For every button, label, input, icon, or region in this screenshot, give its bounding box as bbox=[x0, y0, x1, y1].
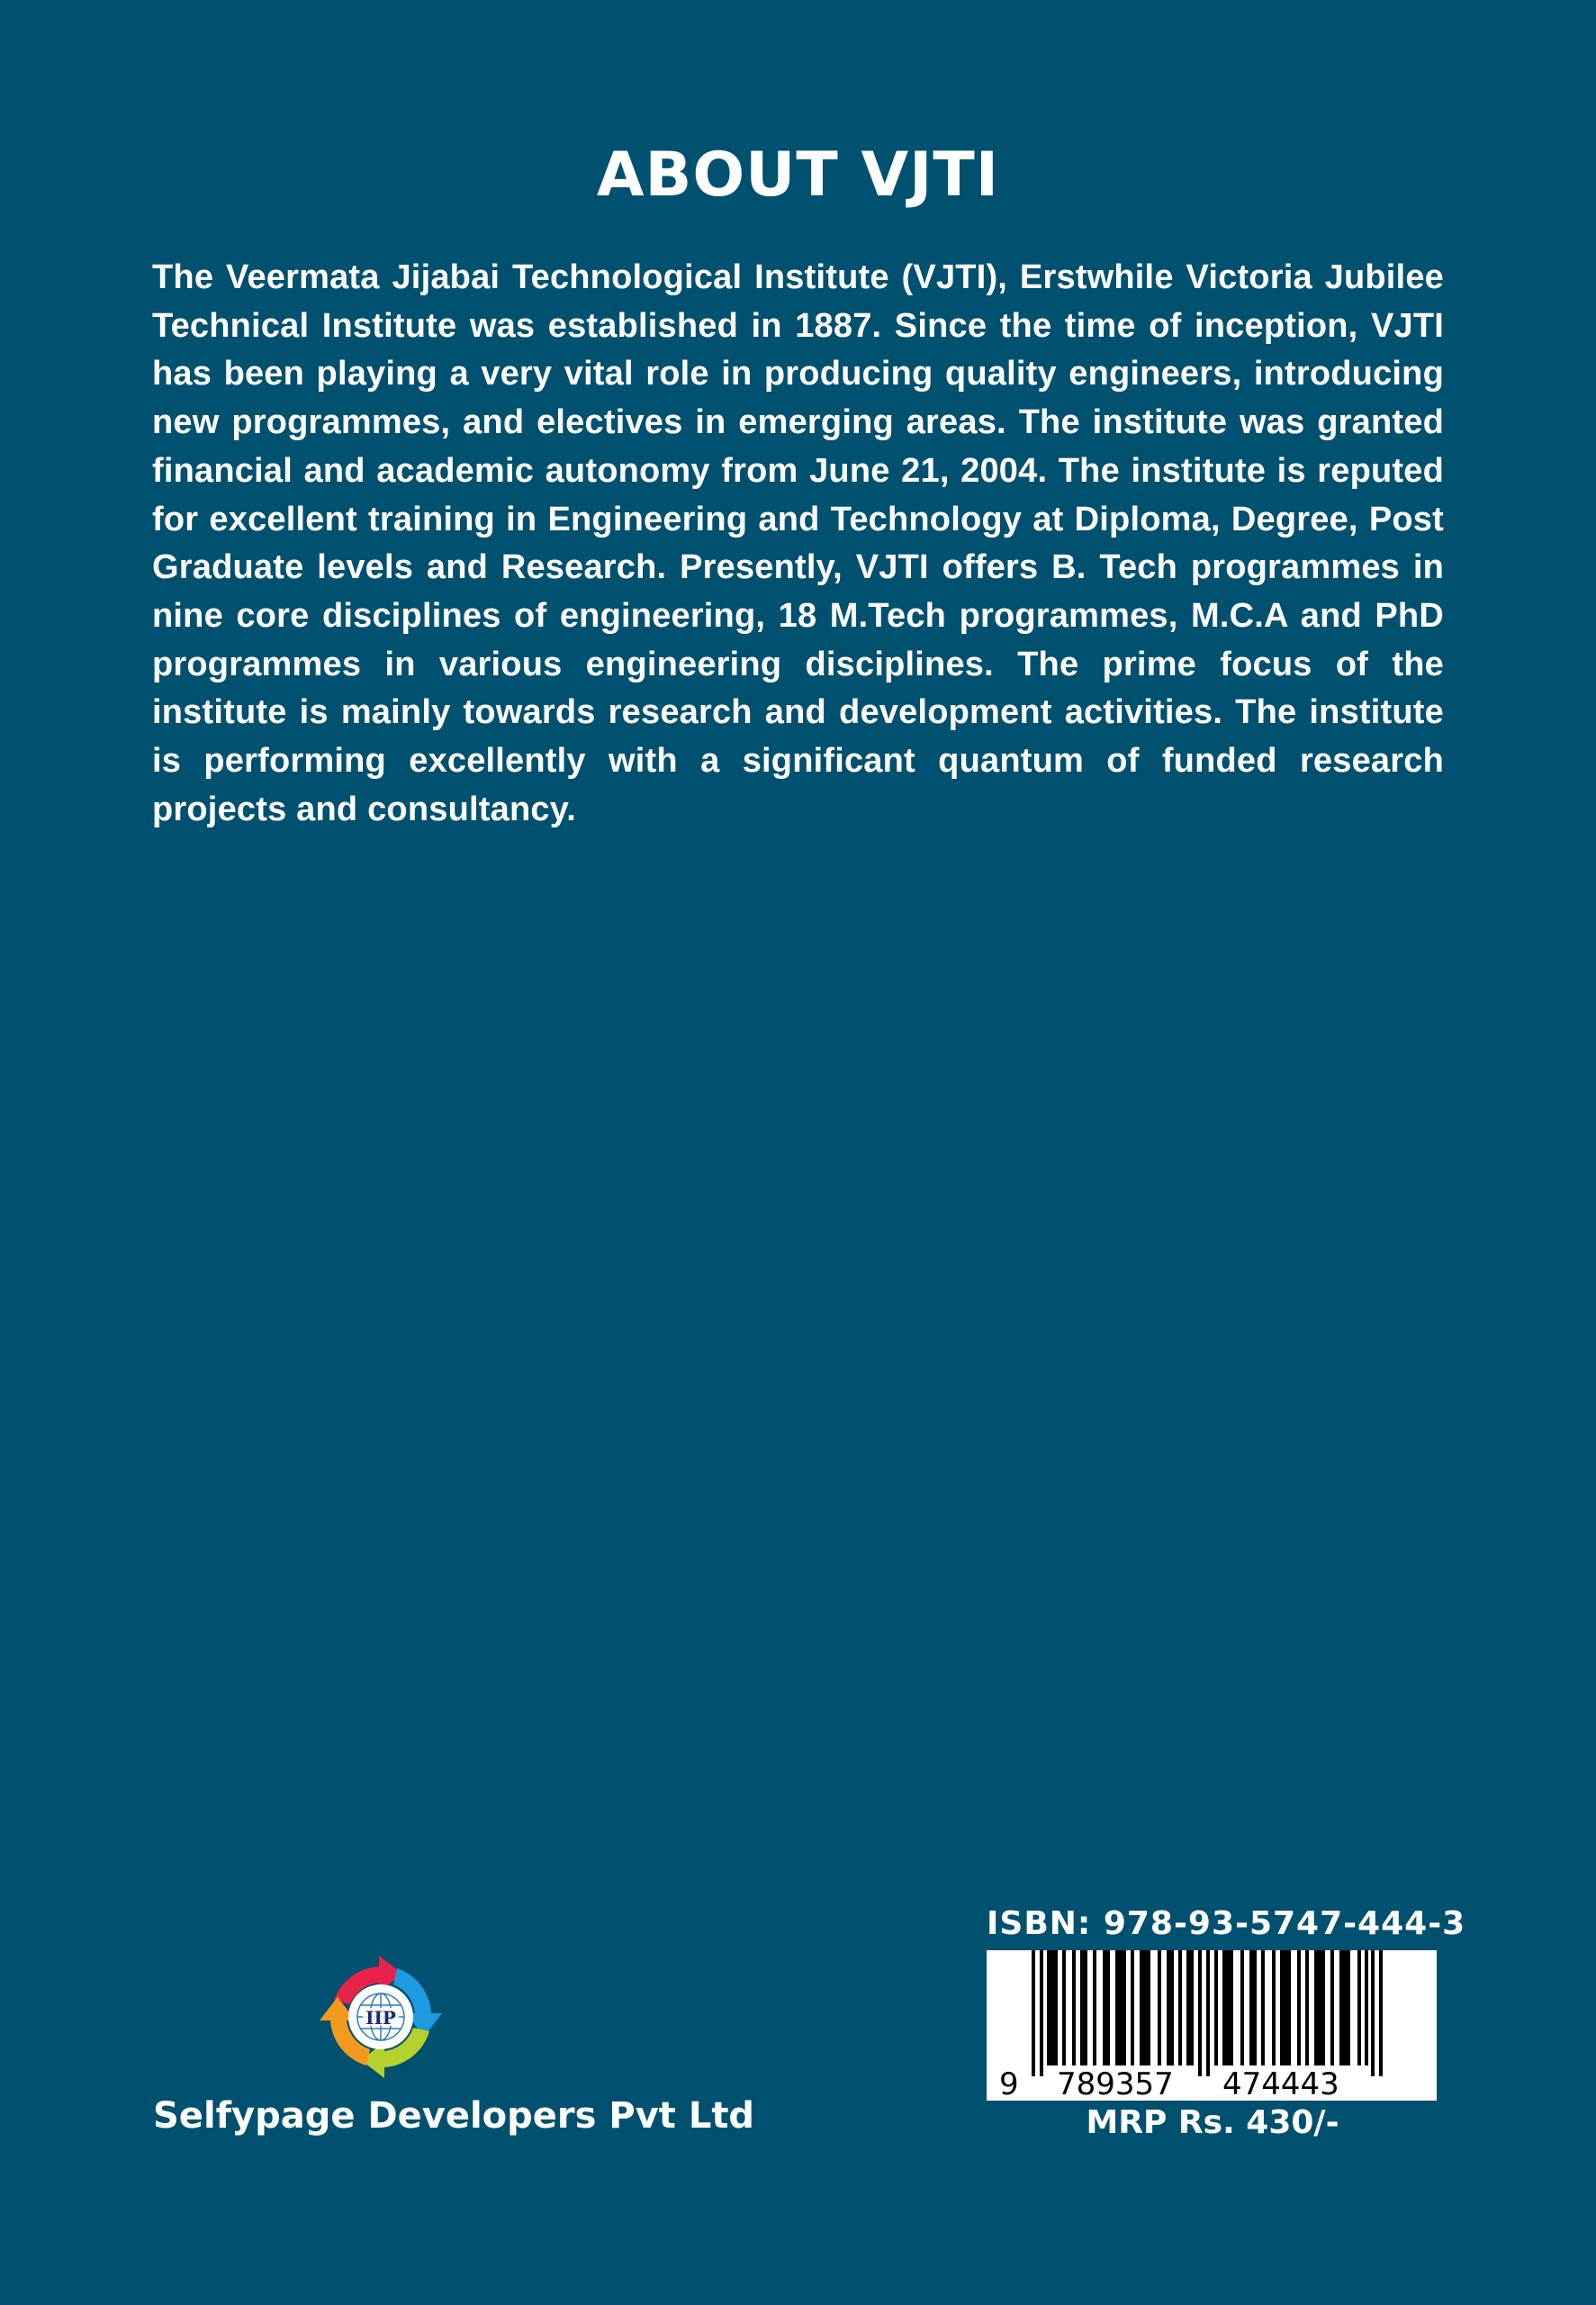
publisher-logo bbox=[309, 1945, 453, 2089]
isbn-barcode bbox=[987, 1950, 1437, 2101]
publisher-name: Selfypage Developers Pvt Ltd bbox=[153, 2095, 755, 2137]
barcode-icon bbox=[987, 1950, 1437, 2101]
svg-text:9: 9 bbox=[999, 2066, 1019, 2101]
page-title: ABOUT VJTI bbox=[596, 140, 1000, 211]
svg-text:474443: 474443 bbox=[1222, 2066, 1339, 2101]
price-label: MRP Rs. 430/- bbox=[1086, 2104, 1339, 2141]
svg-text:IIP: IIP bbox=[365, 2007, 396, 2029]
isbn-label: ISBN: 978-93-5747-444-3 bbox=[987, 1905, 1466, 1942]
svg-text:789357: 789357 bbox=[1057, 2066, 1174, 2101]
iip-logo-icon bbox=[309, 1945, 453, 2089]
about-paragraph: The Veermata Jijabai Technological Institute (VJTI), Erstwhile Victoria Jubilee Technical Institute was established in 1887. Since the time of inception, VJTI has been playing a very vital role in producing quality engineers, introducing new programmes, and electives in emerging areas. The institute was granted financial and academic autonomy from June 21, 2004. The institute is reputed for excellent training in Engineering and Technology at Diploma, Degree, Post Graduate levels and Research. Presently, VJTI offers B. Tech programmes in nine core disciplines of engineering, 18 M.Tech programmes, M.C.A and PhD programmes in various engineering disciplines. The prime focus of the institute is mainly towards research and development activities. The institute is performing excellently with a significant quantum of funded research projects and consultancy. bbox=[152, 258, 1444, 828]
